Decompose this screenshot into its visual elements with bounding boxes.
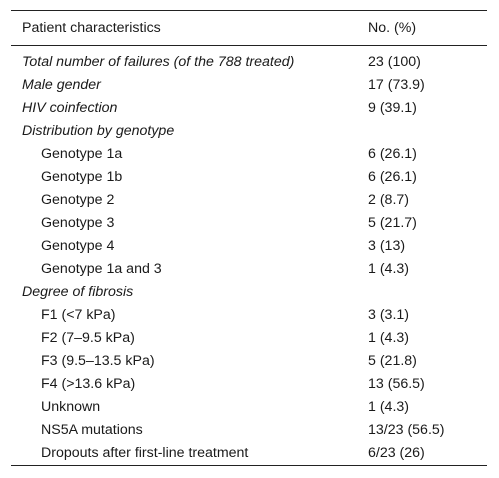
- row-value: 3 (3.1): [368, 306, 410, 323]
- row-value: 6 (26.1): [368, 145, 417, 162]
- row-value: 13 (56.5): [368, 375, 425, 392]
- row-label: Genotype 1a and 3: [41, 260, 162, 277]
- row-label: Male gender: [22, 76, 101, 93]
- row-label: Genotype 3: [41, 214, 115, 231]
- table-row: [11, 73, 487, 96]
- patient-characteristics-table-container: [11, 10, 487, 466]
- row-value: 3 (13): [368, 237, 406, 254]
- table-row: [11, 211, 487, 234]
- row-label: Unknown: [41, 398, 101, 415]
- table-row: [11, 119, 487, 142]
- row-value: [368, 119, 487, 142]
- row-label: Dropouts after first-line treatment: [11, 441, 368, 466]
- table-row: [11, 257, 487, 280]
- table-row: [11, 280, 487, 303]
- row-value: 23 (100): [368, 53, 421, 70]
- table-header: [11, 11, 487, 46]
- row-label: Distribution by genotype: [22, 122, 175, 139]
- header-value: No. (%): [368, 11, 487, 46]
- row-label: Degree of fibrosis: [22, 283, 134, 300]
- patient-characteristics-table: [11, 10, 487, 466]
- row-value: 13/23 (56.5): [368, 421, 445, 438]
- table-row: [11, 349, 487, 372]
- row-value: 17 (73.9): [368, 76, 425, 93]
- row-label: Total number of failures (of the 788 treated): [22, 53, 295, 70]
- row-value: 5 (21.8): [368, 352, 417, 369]
- table-row: [11, 395, 487, 418]
- row-value: [368, 280, 487, 303]
- table-row: [11, 372, 487, 395]
- header-characteristics: Patient characteristics: [11, 11, 368, 46]
- table-row: [11, 234, 487, 257]
- table-row: [11, 326, 487, 349]
- row-label: Genotype 1b: [41, 168, 123, 185]
- row-label: Genotype 1a: [41, 145, 123, 162]
- table-body: [11, 46, 487, 466]
- table-row: [11, 46, 487, 74]
- table-row: [11, 96, 487, 119]
- header-row: [11, 11, 487, 46]
- row-label: HIV coinfection: [22, 99, 118, 116]
- table-row: [11, 188, 487, 211]
- row-label: F2 (7–9.5 kPa): [41, 329, 135, 346]
- row-value: 6/23 (26): [368, 441, 487, 466]
- row-label: Genotype 4: [41, 237, 115, 254]
- row-label: F1 (<7 kPa): [41, 306, 116, 323]
- row-value: 1 (4.3): [368, 329, 410, 346]
- table-row: [11, 303, 487, 326]
- row-value: 9 (39.1): [368, 99, 417, 116]
- table-row: [11, 142, 487, 165]
- table-row: [11, 441, 487, 466]
- row-label: Genotype 2: [41, 191, 115, 208]
- row-value: 6 (26.1): [368, 168, 417, 185]
- row-value: 5 (21.7): [368, 214, 417, 231]
- row-value: 1 (4.3): [368, 398, 410, 415]
- row-value: 1 (4.3): [368, 260, 410, 277]
- row-label: F3 (9.5–13.5 kPa): [41, 352, 155, 369]
- table-row: [11, 165, 487, 188]
- table-row: [11, 418, 487, 441]
- row-label: NS5A mutations: [41, 421, 143, 438]
- row-label: F4 (>13.6 kPa): [41, 375, 136, 392]
- row-value: 2 (8.7): [368, 191, 410, 208]
